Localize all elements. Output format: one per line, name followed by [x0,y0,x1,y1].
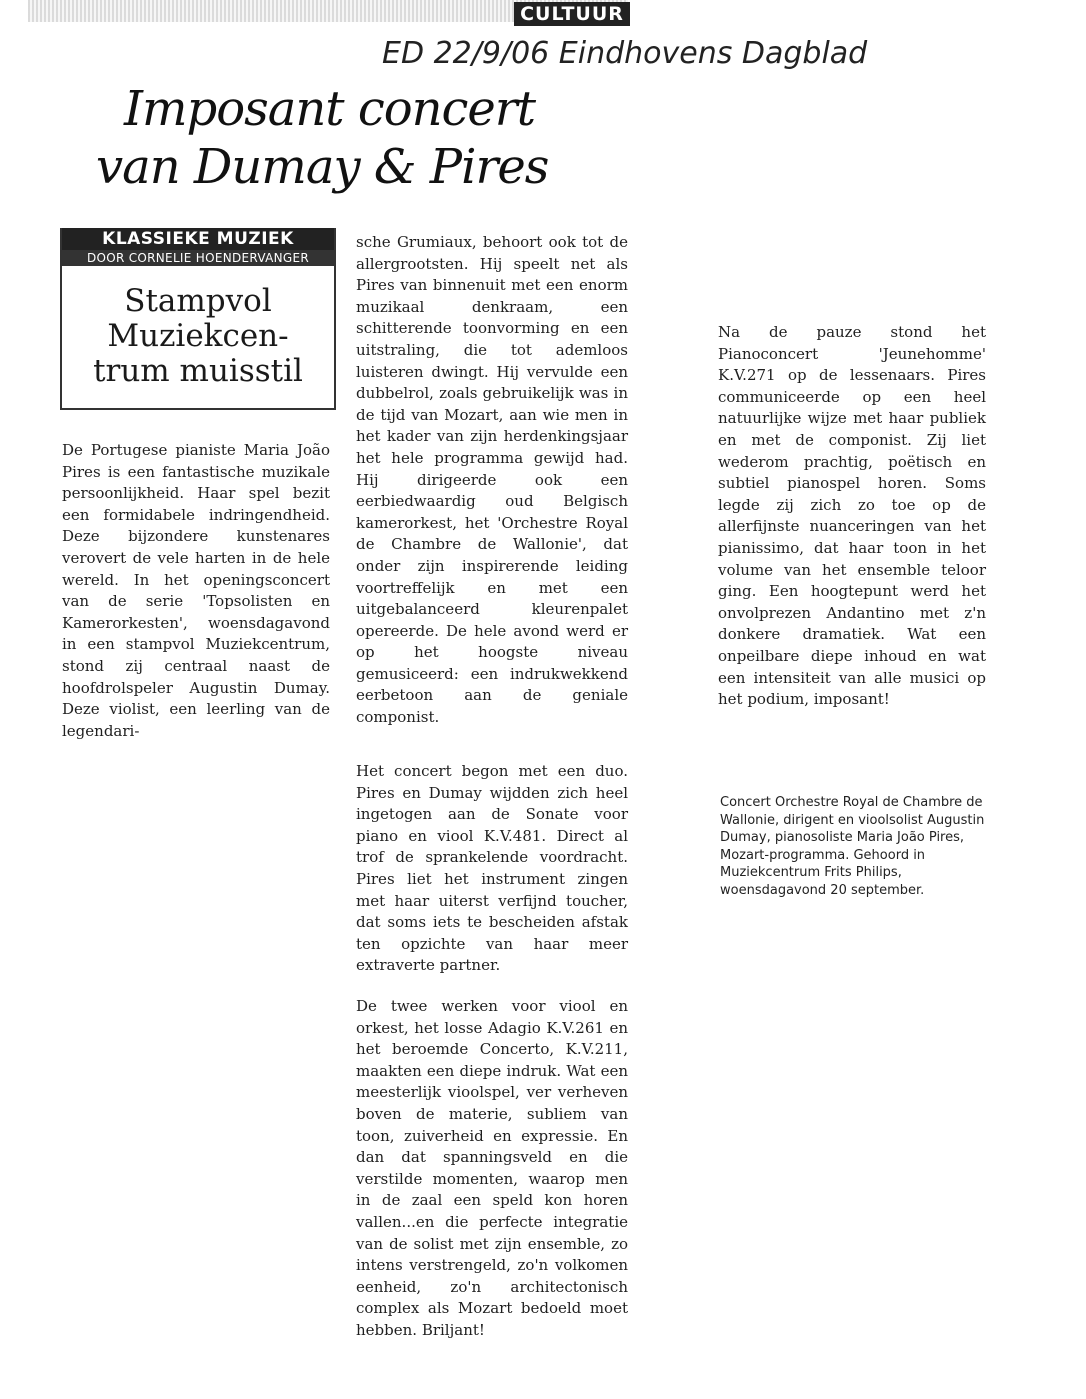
article-column-3: Na de pauze stond het Pianoconcert 'Jeunehomme' K.V.271 op de lessenaars. Pires communiceerde op een heel natuurlijke wijze met haar publiek en met de componist. Zij liet wederom prachtig, poëtisch en subtiel pianospel horen. Soms legde zij zich zo toe op de allerfijnste nuanceringen van het pianissimo, dat haar toon in het volume van het ensemble teloor ging. Een hoogtepunt werd het onvolprezen Andantino met z'n donkere dramatiek. Wat een onpeilbare diepe inhoud en wat een intensiteit van alle musici op het podium, imposant! [718,323,986,709]
concert-info-caption: Concert Orchestre Royal de Chambre de Wallonie, dirigent en vioolsolist Augustin Dumay, pianosoliste Maria João Pires, Mozart-programma. Gehoord in Muziekcentrum Frits Philips, woensdagavond 20 september. [720,795,985,898]
kicker-box [60,228,336,410]
subheadline: Stampvol Muziekcen-trum muisstil [93,283,303,389]
kicker-label: KLASSIEKE MUZIEK [62,228,334,250]
article-column-2-paragraph-3: De twee werken voor viool en orkest, het losse Adagio K.V.261 en het beroemde Concerto, K.V.211, maakten een diepe indruk. Wat een meesterlijk vioolspel, ver verheven boven de materie, subliem van toon, zuiverheid en expressie. En dan dat spanningsveld en die verstilde momenten, waarop men in de zaal een speld kon horen vallen...en die perfecte integratie van de solist met zijn ensemble, zo intens verstrengeld, zo'n volkomen eenheid, zo'n architectonisch complex als Mozart bedoeld moet hebben. Briljant! [356,997,628,1339]
headline-line-2: van Dumay & Pires [96,139,549,195]
handwritten-source-note: ED 22/9/06 Eindhovens Dagblad [382,36,868,71]
article-column-1: De Portugese pianiste Maria João Pires is een fantastische muzikale persoonlijkheid. Haar spel bezit een formidabele indringendheid. Deze bijzondere kunstenares verovert de vele harten in de hele wereld. In het openingsconcert van de serie 'Topsolisten en Kamerorkesten', woensdagavond in een stampvol Muziekcentrum, stond zij centraal naast de hoofdrolspeler Augustin Dumay. Deze violist, een leerling van de legendari- [62,441,330,740]
article-column-2-paragraph-1: sche Grumiaux, behoort ook tot de allergrootsten. Hij speelt net als Pires van binnenuit met een enorm muzikaal denkraam, een schitterende toonvorming en een uitstraling, die tot ademloos luisteren dwingt. Hij vervulde een dubbelrol, zoals gebruikelijk was in de tijd van Mozart, aan wie men in het kader van zijn herdenkingsjaar het hele programma gewijd had. Hij dirigeerde ook een eerbiedwaardig oud Belgisch kamerorkest, het 'Orchestre Royal de Chambre de Wallonie', dat onder zijn inspirerende leiding voortreffelijk en met een uitgebalanceerd kleurenpalet opereerde. De hele avond werd er op het hoogste niveau gemusiceerd: een indrukwekkend eerbetoon aan de geniale componist. [356,233,628,727]
section-label: CULTUUR [514,2,630,26]
headline-line-1: Imposant concert [124,81,536,137]
byline: DOOR CORNELIE HOENDERVANGER [62,250,334,266]
article-column-2-paragraph-2: Het concert begon met een duo. Pires en Dumay wijdden zich heel ingetogen aan de Sonate voor piano en viool K.V.481. Direct al trof de sprankelende voordracht. Pires liet het instrument zingen met haar uiterst verfijnd toucher, dat soms iets te bescheiden afstak ten opzichte van haar meer extraverte partner. [356,762,628,975]
article-headline [96,80,656,196]
